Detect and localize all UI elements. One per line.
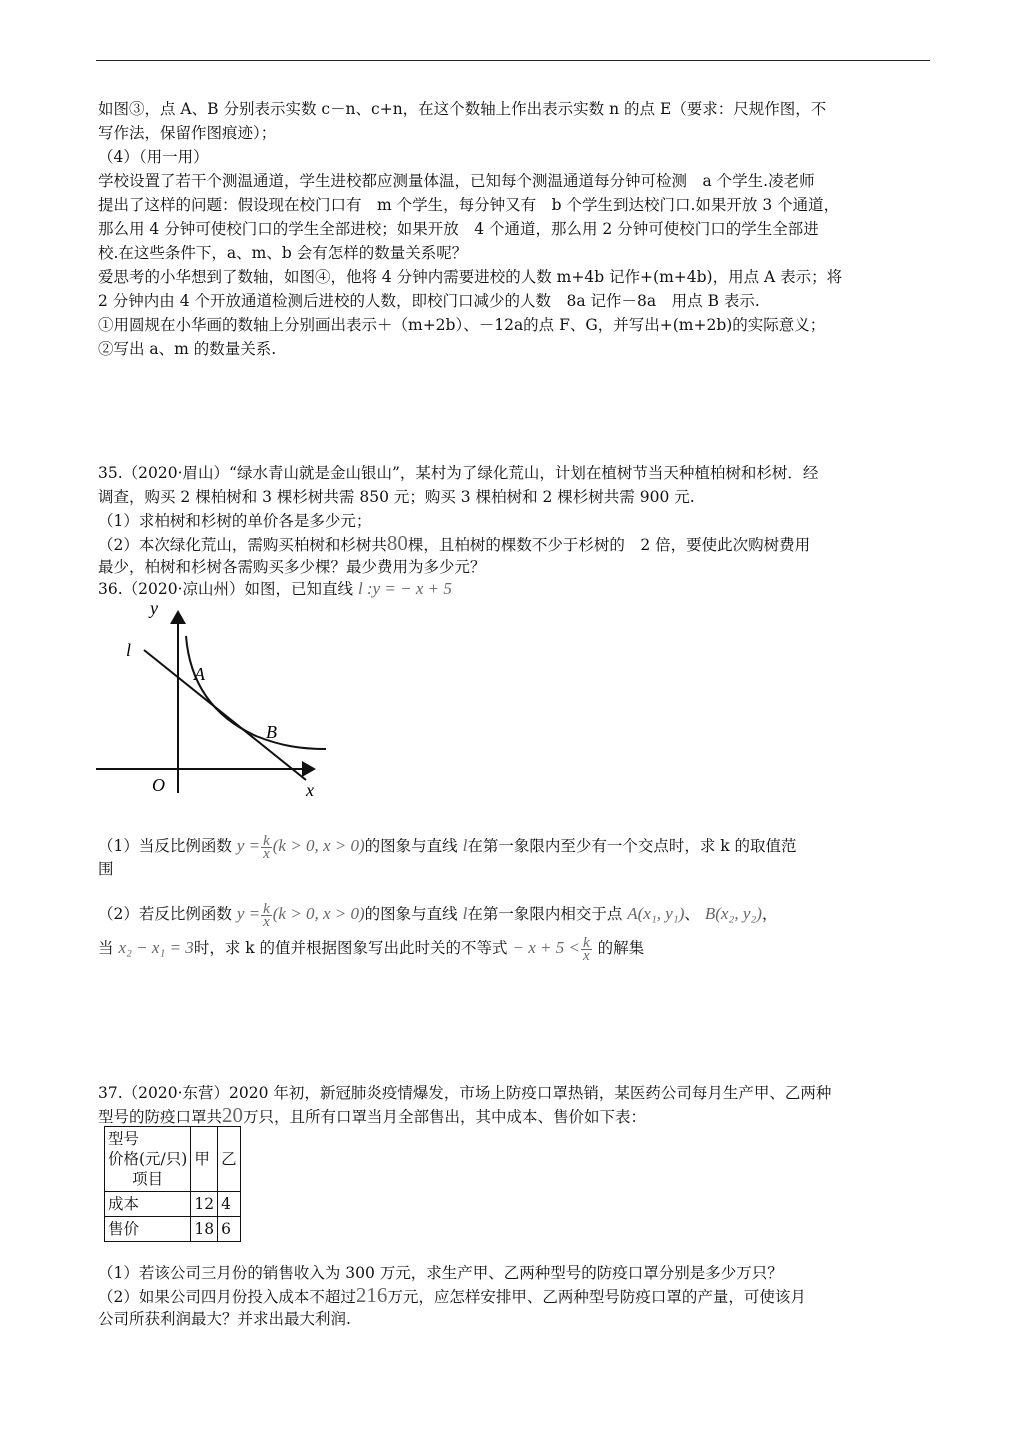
q35-line3: （1）求柏树和杉树的单价各是多少元； bbox=[98, 512, 372, 530]
q36-label-x: x bbox=[306, 780, 314, 798]
q36-l-symbol-2: l bbox=[462, 904, 468, 923]
table-cell: 4 bbox=[218, 1192, 241, 1217]
table-header-cell: 型号 价格(元/只) 项目 bbox=[105, 1127, 191, 1192]
q34-p1: 学校设置了若干个测温通道，学生进校都应测量体温，已知每个测温通道每分钟可检测 a 个学生.凌老师 bbox=[98, 172, 815, 190]
q36-line-l bbox=[144, 650, 306, 780]
q36-inequality: − x + 5 < $\frac{k}{x}$ bbox=[512, 934, 590, 964]
q34-line2: 写作法，保留作图痕迹）； bbox=[98, 124, 277, 142]
q36-part1 bbox=[98, 832, 797, 860]
q36-part3 bbox=[98, 934, 644, 962]
q37-total: 20 bbox=[222, 1103, 244, 1127]
table-row bbox=[105, 1217, 241, 1242]
table-row bbox=[105, 1192, 241, 1217]
q37-line2 bbox=[98, 1104, 646, 1128]
q34-p8: ②写出 a、m 的数量关系. bbox=[98, 340, 277, 358]
q37-line2-a: 型号的防疫口罩共 bbox=[98, 1108, 223, 1126]
q35-line2: 调查，购买 2 棵柏树和 3 棵杉树共需 850 元；购买 3 棵柏树和 2 棵杉树共需 900 元. bbox=[98, 488, 695, 506]
q34-p6: 2 分钟内由 4 个开放通道检测后进校的人数，即校门口减少的人数 8a 记作－8a 用点 B 表示. bbox=[98, 292, 760, 310]
q36-label-y: y bbox=[150, 598, 158, 618]
table-row-label: 售价 bbox=[105, 1217, 191, 1242]
q35-tree-count: 80 bbox=[386, 531, 408, 555]
q36-graph bbox=[96, 598, 336, 798]
q36-point-b: B(x₂, y₂) bbox=[704, 904, 762, 923]
q34-p3: 那么用 4 分钟可使校门口的学生全部进校；如果开放 4 个通道，那么用 2 分钟可使校门口的学生全部进 bbox=[98, 220, 819, 238]
q36-part1-d: 围 bbox=[98, 860, 114, 878]
q36-part2 bbox=[98, 900, 777, 928]
q34-p5: 爱思考的小华想到了数轴，如图④，他将 4 分钟内需要进校的人数 m+4b 记作+(m+4b)，用点 A 表示；将 bbox=[98, 268, 843, 286]
q37-line2-b: 万只，且所有口罩当月全部售出，其中成本、售价如下表： bbox=[243, 1108, 647, 1126]
q37-question2 bbox=[98, 1284, 806, 1308]
q36-point-a: A(x₁, y₁) bbox=[627, 904, 685, 923]
q36-part3-b: 时，求 k 的值并根据图象写出此时关的不等式 bbox=[193, 939, 508, 957]
table-cell: 18 bbox=[191, 1217, 218, 1242]
q36-label-a: A bbox=[194, 664, 205, 684]
q36-part2-a: （2）若反比例函数 bbox=[98, 905, 232, 923]
q37-question2-a: （2）如果公司四月份投入成本不超过 bbox=[98, 1288, 356, 1306]
q36-l-symbol-1: l bbox=[462, 836, 468, 855]
q35-line1: 35.（2020·眉山）“绿水青山就是金山银山”，某村为了绿化荒山，计划在植树节当天种植柏树和杉树．经 bbox=[98, 464, 819, 482]
q36-intro: 36.（2020·凉山州）如图，已知直线 bbox=[98, 580, 354, 598]
header-rule bbox=[96, 60, 930, 61]
q37-line1: 37.（2020·东营）2020 年初，新冠肺炎疫情爆发，市场上防疫口罩热销，某医药公司每月生产甲、乙两种 bbox=[98, 1084, 832, 1102]
q36-hyperbola bbox=[186, 636, 326, 749]
table-col-yi: 乙 bbox=[218, 1127, 241, 1192]
q34-line1: 如图③，点 A、B 分别表示实数 c－n、c+n，在这个数轴上作出表示实数 n 的点 E（要求：尺规作图，不 bbox=[98, 100, 827, 118]
q36-part1-c: 在第一象限内至少有一个交点时，求 k 的取值范 bbox=[467, 837, 797, 855]
q36-label-o: O bbox=[152, 775, 165, 795]
q37-question2-c: 公司所获利润最大？并求出最大利润. bbox=[98, 1310, 351, 1328]
q37-cost-limit: 216 bbox=[355, 1283, 388, 1307]
q36-part3-c: 的解集 bbox=[597, 939, 645, 957]
q36-line-equation: l :y = − x + 5 bbox=[357, 579, 452, 598]
q34-p7: ①用圆规在小华画的数轴上分别画出表示＋（m+2b）、－12a的点 F、G，并写出+(m+2b)的实际意义； bbox=[98, 316, 826, 334]
table-col-jia: 甲 bbox=[191, 1127, 218, 1192]
q36-part1-b: 的图象与直线 bbox=[364, 837, 458, 855]
q34-p2: 提出了这样的问题：假设现在校门口有 m 个学生，每分钟又有 b 个学生到达校门口.如果开放 3 个通道， bbox=[98, 196, 840, 214]
q36-part1-a: （1）当反比例函数 bbox=[98, 837, 232, 855]
q37-question2-b: 万元，应怎样安排甲、乙两种型号防疫口罩的产量，可使该月 bbox=[387, 1288, 806, 1306]
q36-part2-c: 在第一象限内相交于点 bbox=[467, 905, 623, 923]
q35-line4-b: 棵，且柏树的棵数不少于杉树的 2 倍，要使此次购树费用 bbox=[407, 536, 811, 554]
q34-sub4: （4）（用一用） bbox=[98, 148, 209, 166]
q35-line5: 最少，柏树和杉树各需购买多少棵？最少费用为多少元？ bbox=[98, 558, 486, 576]
table-row-label: 成本 bbox=[105, 1192, 191, 1217]
q36-func-1: y = $\frac{k}{x}$ (k > 0, x > 0) bbox=[236, 832, 365, 862]
q34-p4: 校.在这些条件下，a、m、b 会有怎样的数量关系呢？ bbox=[98, 244, 468, 262]
table-cell: 6 bbox=[218, 1217, 241, 1242]
q36-part3-a: 当 bbox=[98, 939, 114, 957]
q36-condition: x₂ − x₁ = 3 bbox=[118, 938, 194, 957]
q35-line4 bbox=[98, 532, 810, 556]
q35-line4-a: （2）本次绿化荒山，需购买柏树和杉树共 bbox=[98, 536, 387, 554]
q36-label-b: B bbox=[266, 722, 277, 742]
q36-part2-b: 的图象与直线 bbox=[364, 905, 458, 923]
q37-price-table bbox=[104, 1126, 241, 1242]
q37-question1: （1）若该公司三月份的销售收入为 300 万元，求生产甲、乙两种型号的防疫口罩分别是多少万只？ bbox=[98, 1264, 783, 1282]
q36-line1 bbox=[98, 578, 452, 600]
table-cell: 12 bbox=[191, 1192, 218, 1217]
q36-comma: ， bbox=[761, 905, 778, 923]
table-row bbox=[105, 1127, 241, 1192]
q36-sep: 、 bbox=[684, 905, 700, 923]
q36-label-l: l bbox=[126, 640, 132, 660]
q36-func-2: y = $\frac{k}{x}$ (k > 0, x > 0) bbox=[236, 900, 365, 930]
